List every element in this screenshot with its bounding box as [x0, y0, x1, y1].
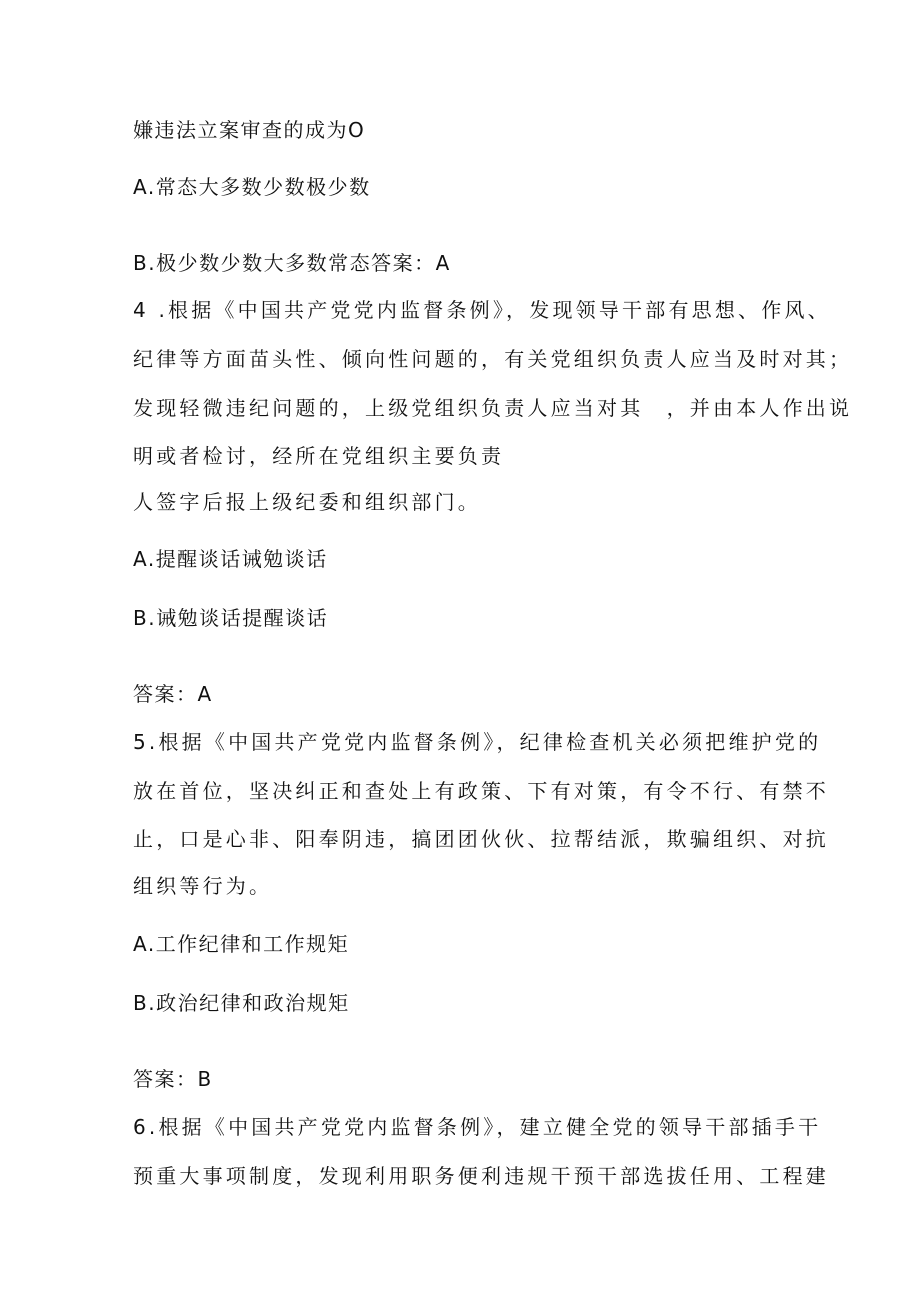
question-4-line: 发现轻微违纪问题的，上级党组织负责人应当对其 ，并由本人作出说	[133, 396, 853, 420]
option-b-line: B.诫勉谈话提醒谈话	[133, 606, 329, 630]
option-a-line: A.提醒谈话诫勉谈话	[133, 547, 328, 571]
question-5-line: 放在首位，坚决纠正和查处上有政策、下有对策，有令不行、有禁不	[133, 779, 829, 803]
question-6-line: 6.根据《中国共产党党内监督条例》，建立健全党的领导干部插手干	[133, 1115, 822, 1139]
question-4-line: 人签字后报上级纪委和组织部门。	[133, 490, 481, 514]
answer-line: 答案：B	[133, 1067, 213, 1091]
answer-line: 答案：A	[133, 682, 213, 706]
question-6-line: 预重大事项制度，发现利用职务便利违规干预干部选拔任用、工程建	[133, 1164, 829, 1188]
question-5-line: 组织等行为。	[133, 874, 273, 898]
option-b-line: B.政治纪律和政治规矩	[133, 991, 350, 1015]
text-line: 嫌违法立案审查的成为O	[133, 118, 366, 142]
question-5-line: 止，口是心非、阳奉阴违，搞团团伙伙、拉帮结派，欺骗组织、对抗	[133, 827, 829, 851]
option-b-answer-line: B.极少数少数大多数常态答案：A	[133, 251, 451, 275]
question-5-line: 5.根据《中国共产党党内监督条例》，纪律检查机关必须把维护党的	[133, 730, 822, 754]
question-4-line: 纪律等方面苗头性、倾向性问题的，有关党组织负责人应当及时对其；	[133, 347, 853, 371]
question-4-line: 明或者检讨，经所在党组织主要负责	[133, 444, 505, 468]
question-4-line: 4 .根据《中国共产党党内监督条例》，发现领导干部有思想、作风、	[133, 298, 831, 322]
option-a-line: A.常态大多数少数极少数	[133, 175, 371, 199]
option-a-line: A.工作纪律和工作规矩	[133, 932, 350, 956]
